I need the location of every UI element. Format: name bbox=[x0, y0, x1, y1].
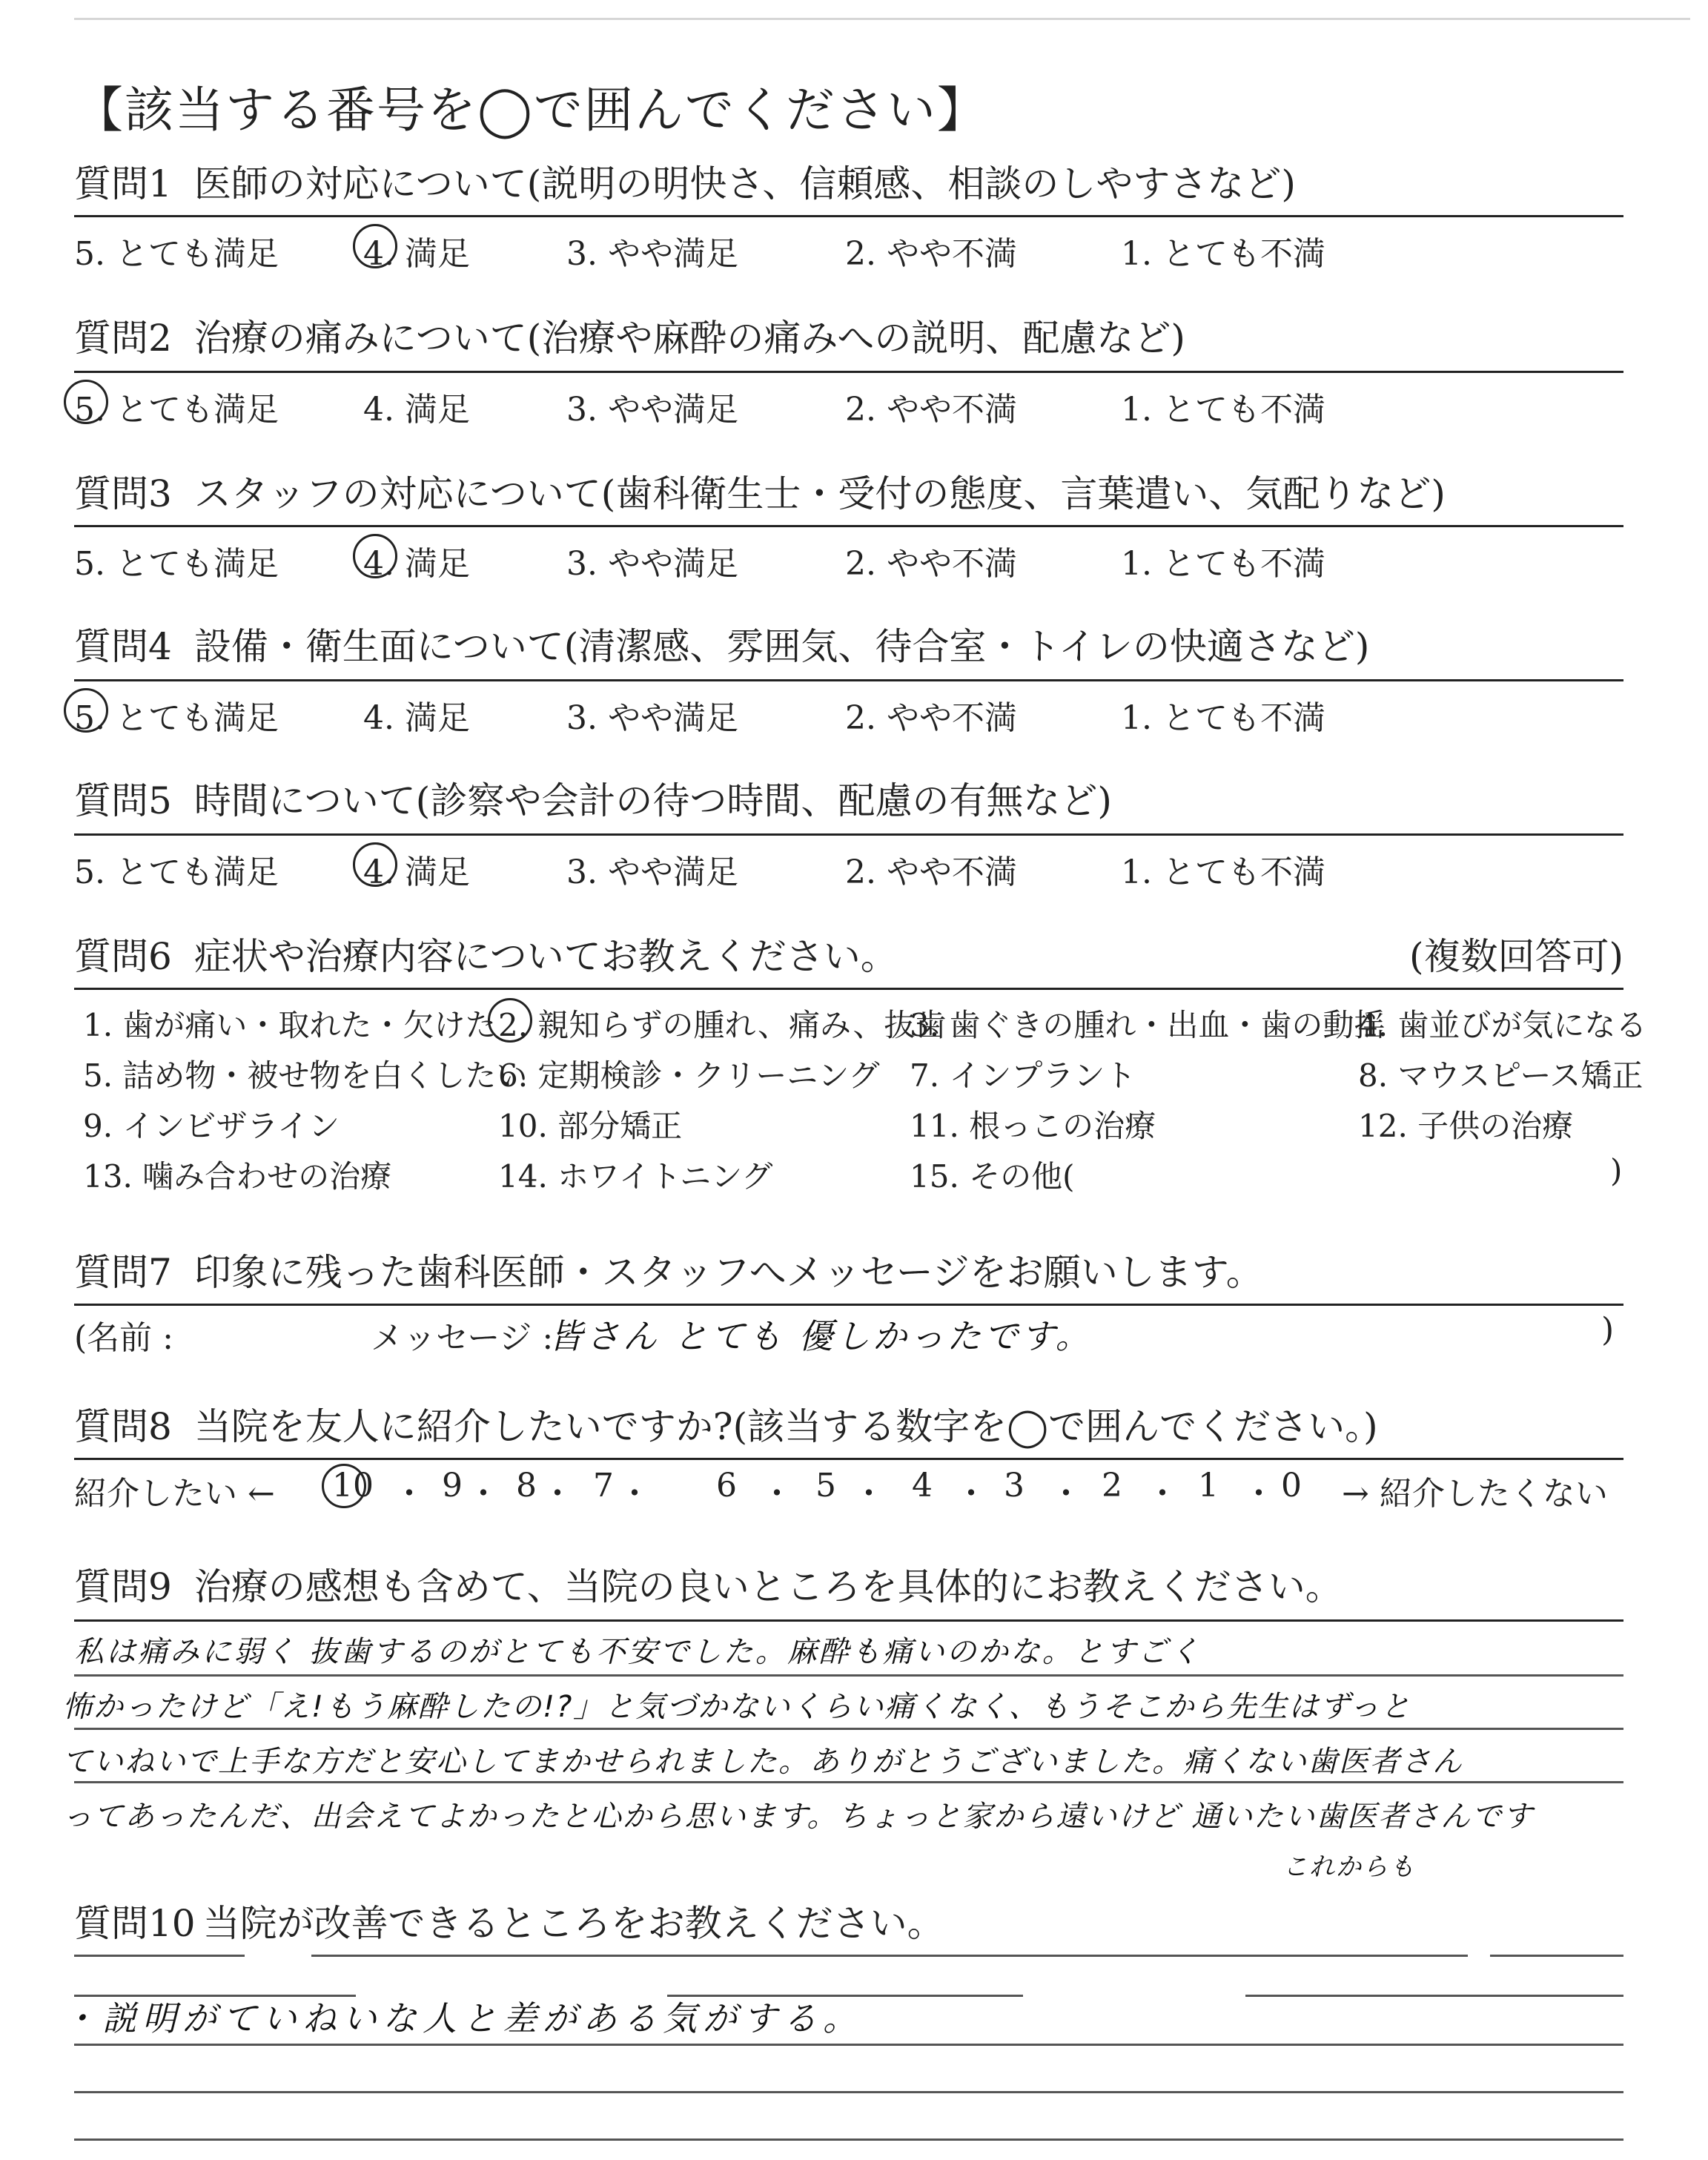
option-5[interactable]: 5. とても満足 bbox=[74, 691, 279, 739]
paren-close: ) bbox=[1610, 1152, 1623, 1189]
question-text: 当院を友人に紹介したいですか?(該当する数字を◯で囲んでください。) bbox=[193, 1405, 1378, 1448]
question-6 bbox=[74, 934, 1623, 979]
symptom-option[interactable]: 5. 詰め物・被せ物を白くしたい bbox=[83, 1057, 528, 1094]
divider bbox=[74, 833, 1623, 836]
recommend-right-label: → 紹介したくない bbox=[1342, 1475, 1608, 1513]
dot: ・ bbox=[761, 1475, 793, 1513]
symptom-option[interactable]: 9. インビザライン bbox=[83, 1108, 340, 1144]
dot: ・ bbox=[1050, 1475, 1082, 1513]
symptom-option[interactable]: 8. マウスピース矯正 bbox=[1358, 1057, 1644, 1094]
option-1[interactable]: 1. とても不満 bbox=[1121, 699, 1325, 737]
handwritten-answer-line: ていねいで上手な方だと安心してまかせられました。ありがとうございました。痛くない歯医者さん bbox=[62, 1745, 1463, 1779]
option-4[interactable]: 4. 満足 bbox=[363, 391, 470, 429]
answer-line bbox=[311, 1955, 1468, 1957]
recommend-scale bbox=[74, 1467, 1623, 1511]
dot: ・ bbox=[955, 1475, 987, 1513]
symptom-option[interactable]: 13. 噛み合わせの治療 bbox=[83, 1158, 392, 1195]
score-7[interactable]: 7 bbox=[593, 1467, 614, 1505]
option-2[interactable]: 2. やや不満 bbox=[845, 853, 1017, 891]
page-title: 【該当する番号を◯で囲んでください】 bbox=[74, 82, 987, 139]
option-5[interactable]: 5. とても満足 bbox=[74, 545, 279, 583]
answer-line bbox=[1490, 1955, 1623, 1957]
option-4[interactable]: 4. 満足 bbox=[363, 537, 470, 584]
answer-line bbox=[74, 1781, 1623, 1783]
paren-close: ) bbox=[1601, 1311, 1615, 1349]
score-9[interactable]: 9 bbox=[442, 1467, 463, 1505]
score-2[interactable]: 2 bbox=[1102, 1467, 1122, 1505]
divider bbox=[74, 371, 1623, 373]
option-4[interactable]: 4. 満足 bbox=[363, 845, 470, 893]
rating-options-q3 bbox=[74, 537, 1623, 581]
name-label: (名前 : bbox=[74, 1319, 173, 1357]
message-label: メッセージ : bbox=[371, 1319, 554, 1357]
divider bbox=[74, 1458, 1623, 1460]
answer-line bbox=[74, 2138, 1623, 2141]
symptom-option[interactable]: 14. ホワイトニング bbox=[498, 1158, 773, 1195]
symptom-option[interactable]: 4. 歯並びが気になる bbox=[1358, 1007, 1647, 1043]
answer-line bbox=[1245, 1995, 1623, 1997]
score-5[interactable]: 5 bbox=[815, 1467, 836, 1505]
option-4[interactable]: 4. 満足 bbox=[363, 699, 470, 737]
option-1[interactable]: 1. とても不満 bbox=[1121, 391, 1325, 429]
question-label: 質問3 bbox=[74, 472, 172, 515]
question-text: 医師の対応について(説明の明快さ、信頼感、相談のしやすさなど) bbox=[193, 162, 1296, 205]
symptom-option[interactable]: 10. 部分矯正 bbox=[498, 1108, 683, 1144]
question-label: 質問2 bbox=[74, 317, 172, 360]
question-9 bbox=[74, 1565, 1623, 1609]
option-5[interactable]: 5. とても満足 bbox=[74, 383, 279, 430]
option-2[interactable]: 2. やや不満 bbox=[845, 699, 1017, 737]
symptom-option[interactable]: 12. 子供の治療 bbox=[1358, 1108, 1574, 1144]
answer-line bbox=[74, 1955, 245, 1957]
question-4 bbox=[74, 624, 1623, 669]
question-label: 質問5 bbox=[74, 779, 172, 822]
option-5[interactable]: 5. とても満足 bbox=[74, 853, 279, 891]
question-text: 印象に残った歯科医師・スタッフへメッセージをお願いします。 bbox=[193, 1251, 1263, 1294]
question-label: 質問9 bbox=[74, 1565, 172, 1608]
dot: ・ bbox=[467, 1475, 500, 1513]
dot: ・ bbox=[1146, 1475, 1179, 1513]
question-7 bbox=[74, 1250, 1623, 1295]
question-label: 質問7 bbox=[74, 1251, 172, 1294]
question-text: スタッフの対応について(歯科衛生士・受付の態度、言葉遣い、気配りなど) bbox=[193, 472, 1446, 515]
score-6[interactable]: 6 bbox=[716, 1467, 737, 1505]
symptom-option[interactable]: 7. インプラント bbox=[910, 1057, 1136, 1094]
symptom-option[interactable]: 11. 根っこの治療 bbox=[910, 1108, 1156, 1144]
divider bbox=[74, 1619, 1623, 1622]
dot: ・ bbox=[618, 1475, 651, 1513]
option-3[interactable]: 3. やや満足 bbox=[566, 391, 738, 429]
divider bbox=[74, 988, 1623, 990]
score-1[interactable]: 1 bbox=[1198, 1467, 1219, 1505]
divider bbox=[74, 215, 1623, 217]
handwritten-insertion: これからも bbox=[1282, 1852, 1416, 1882]
question-3 bbox=[74, 472, 1623, 516]
top-rule bbox=[74, 18, 1690, 20]
handwritten-answer-line: ってあったんだ、出会えてよかったと心から思います。ちょっと家から遠いけど 通いたい歯医者さんです bbox=[62, 1800, 1535, 1834]
question-label: 質問1 bbox=[74, 162, 172, 205]
question-label: 質問6 bbox=[74, 935, 172, 978]
handwritten-answer-line: 私は痛みに弱く 抜歯するのがとても不安でした。麻酔も痛いのかな。とすごく bbox=[74, 1635, 1202, 1669]
question-text: 治療の痛みについて(治療や麻酔の痛みへの説明、配慮など) bbox=[193, 317, 1185, 360]
question-label: 質問8 bbox=[74, 1405, 172, 1448]
symptom-option[interactable]: 2. 親知らずの腫れ、痛み、抜歯 bbox=[498, 1001, 946, 1046]
option-3[interactable]: 3. やや満足 bbox=[566, 699, 738, 737]
score-10[interactable]: 10 bbox=[332, 1467, 374, 1505]
dot: ・ bbox=[393, 1475, 426, 1513]
dot: ・ bbox=[1242, 1475, 1275, 1513]
option-1[interactable]: 1. とても不満 bbox=[1121, 235, 1325, 273]
rating-options-q1 bbox=[74, 227, 1623, 271]
handwritten-message: 皆さん とても 優しかったです。 bbox=[549, 1316, 1093, 1356]
option-2[interactable]: 2. やや不満 bbox=[845, 391, 1017, 429]
question-text: 時間について(診察や会計の待つ時間、配慮の有無など) bbox=[193, 779, 1112, 822]
option-5[interactable]: 5. とても満足 bbox=[74, 235, 279, 273]
score-8[interactable]: 8 bbox=[516, 1467, 537, 1505]
question-text: 治療の感想も含めて、当院の良いところを具体的にお教えください。 bbox=[193, 1565, 1343, 1608]
score-4[interactable]: 4 bbox=[912, 1467, 933, 1505]
divider bbox=[74, 1304, 1623, 1306]
question-5 bbox=[74, 779, 1623, 823]
answer-line bbox=[74, 1674, 1623, 1677]
question-10 bbox=[74, 1901, 1623, 1946]
question-8 bbox=[74, 1404, 1623, 1449]
option-3[interactable]: 3. やや満足 bbox=[566, 235, 738, 273]
dot: ・ bbox=[541, 1475, 574, 1513]
rating-options-q2 bbox=[74, 383, 1623, 427]
question-text: 当院が改善できるところをお教えください。 bbox=[202, 1902, 944, 1945]
answer-line bbox=[74, 2044, 1623, 2046]
answer-line bbox=[74, 2091, 1623, 2093]
multiple-answer-note: (複数回答可) bbox=[1409, 935, 1623, 978]
question-label: 質問10 bbox=[74, 1902, 196, 1945]
divider bbox=[74, 679, 1623, 681]
handwritten-answer-line: 怖かったけど「え!もう麻酔したの!?」と気づかないくらい痛くなく、もうそこから先生はずっと bbox=[62, 1690, 1412, 1724]
option-4[interactable]: 4. 満足 bbox=[363, 227, 470, 274]
answer-line bbox=[74, 1728, 1623, 1730]
option-2[interactable]: 2. やや不満 bbox=[845, 545, 1017, 583]
symptom-option[interactable]: 1. 歯が痛い・取れた・欠けた bbox=[83, 1007, 497, 1043]
question-2 bbox=[74, 316, 1623, 360]
handwritten-improvement: ・説明がていねいな人と差がある気がする。 bbox=[62, 1998, 863, 2038]
question-label: 質問4 bbox=[74, 625, 172, 668]
score-0[interactable]: 0 bbox=[1281, 1467, 1302, 1505]
dot: ・ bbox=[853, 1475, 885, 1513]
option-1[interactable]: 1. とても不満 bbox=[1121, 545, 1325, 583]
option-1[interactable]: 1. とても不満 bbox=[1121, 853, 1325, 891]
symptom-option[interactable]: 3. 歯ぐきの腫れ・出血・歯の動揺 bbox=[910, 1007, 1386, 1043]
score-3[interactable]: 3 bbox=[1004, 1467, 1025, 1505]
option-2[interactable]: 2. やや不満 bbox=[845, 235, 1017, 273]
symptom-option[interactable]: 6. 定期検診・クリーニング bbox=[498, 1057, 880, 1094]
symptom-option[interactable]: 15. その他( bbox=[910, 1158, 1075, 1195]
question-text: 症状や治療内容についてお教えください。 bbox=[193, 935, 898, 978]
recommend-left-label: 紹介したい ← bbox=[74, 1475, 275, 1513]
rating-options-q4 bbox=[74, 691, 1623, 736]
rating-options-q5 bbox=[74, 845, 1623, 890]
option-3[interactable]: 3. やや満足 bbox=[566, 853, 738, 891]
option-3[interactable]: 3. やや満足 bbox=[566, 545, 738, 583]
question-1 bbox=[74, 162, 1623, 206]
divider bbox=[74, 525, 1623, 527]
question-text: 設備・衛生面について(清潔感、雰囲気、待合室・トイレの快適さなど) bbox=[193, 625, 1370, 668]
